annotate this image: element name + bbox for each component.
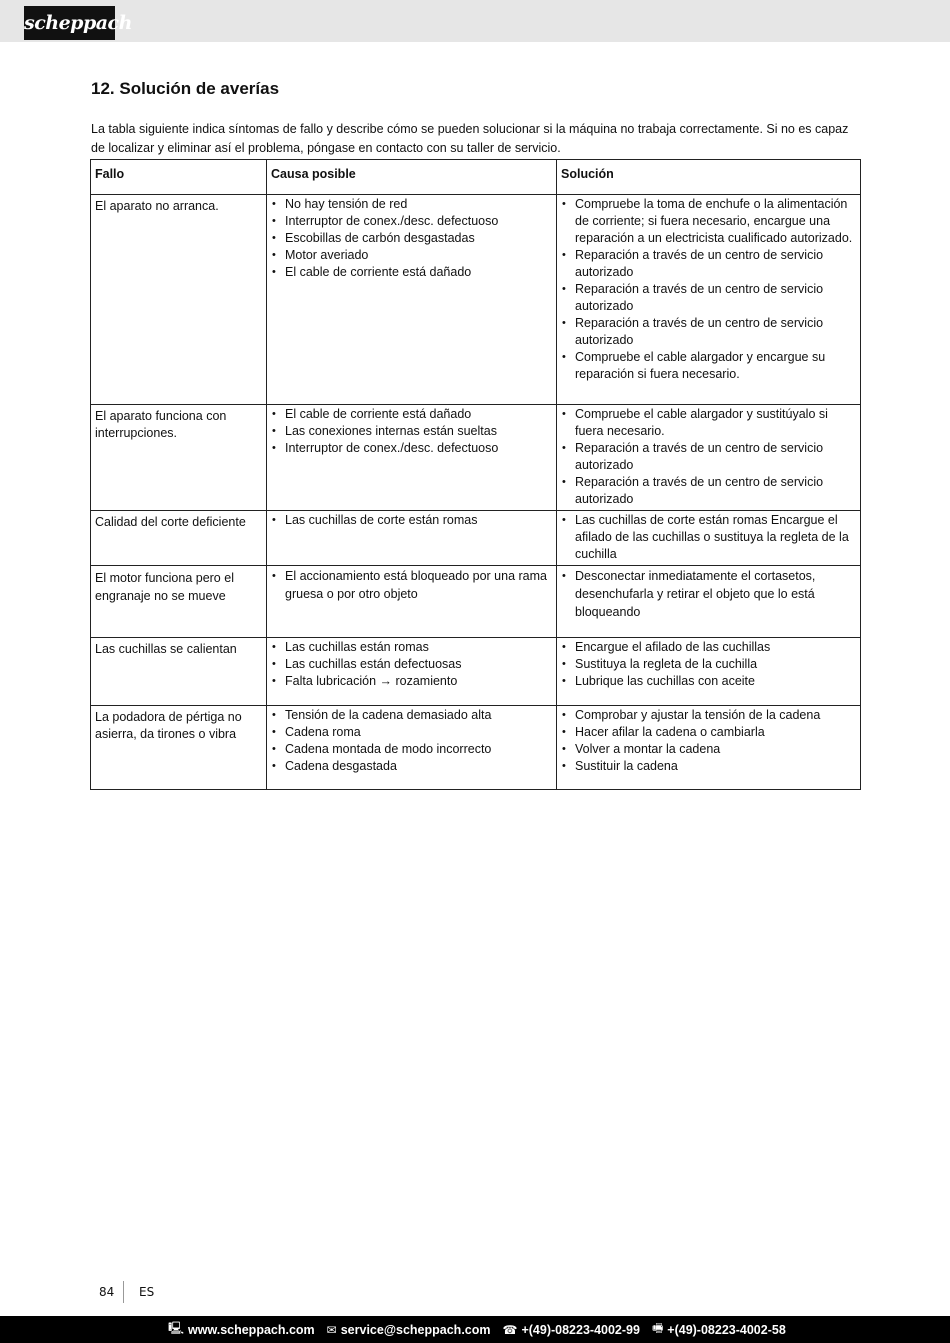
cause-item: • No hay tensión de red (271, 196, 552, 213)
cause-cell (267, 638, 557, 706)
cause-item: • Interruptor de conex./desc. defectuoso (271, 213, 552, 230)
solution-item: • Encargue el afilado de las cuchillas (561, 639, 856, 656)
solution-list (561, 639, 856, 690)
cause-list (271, 196, 552, 281)
page-language: ES (139, 1285, 155, 1299)
solution-list (561, 707, 856, 775)
table-row (91, 195, 861, 405)
solution-item: • Reparación a través de un centro de servicio autorizado (561, 440, 856, 474)
footer-phone[interactable] (503, 1323, 640, 1337)
table-row (91, 706, 861, 790)
solution-item: • Sustituya la regleta de la cuchilla (561, 656, 856, 673)
fault-cell (91, 511, 267, 566)
cause-list (271, 567, 552, 603)
footer-website-text: www.scheppach.com (188, 1322, 315, 1337)
page-divider (123, 1281, 124, 1303)
fault-text: La podadora de pértiga no asierra, da tirones o vibra (95, 710, 242, 741)
troubleshooting-table (90, 159, 861, 790)
solution-list (561, 196, 856, 383)
mail-icon: ✉ (326, 1322, 337, 1337)
cause-list (271, 639, 552, 690)
cause-item: • El cable de corriente está dañado (271, 406, 552, 423)
header-bar (0, 0, 950, 42)
fault-text: El aparato funciona con interrupciones. (95, 409, 227, 440)
solution-item: • Volver a montar la cadena (561, 741, 856, 758)
solution-item: • Reparación a través de un centro de servicio autorizado (561, 315, 856, 349)
solution-item: • Lubrique las cuchillas con aceite (561, 673, 856, 690)
solution-item: • Compruebe el cable alargador y encargue su reparación si fuera necesario. (561, 349, 856, 383)
cause-item: • Falta lubricación → rozamiento (271, 673, 552, 690)
solution-item: • Reparación a través de un centro de servicio autorizado (561, 474, 856, 508)
cause-item: • Interruptor de conex./desc. defectuoso (271, 440, 552, 457)
cause-cell (267, 511, 557, 566)
footer-phone-text: +(49)-08223-4002-99 (521, 1322, 640, 1337)
cause-item: • Las cuchillas de corte están romas (271, 512, 552, 529)
footer-contacts (168, 1316, 786, 1343)
cause-item: • Las conexiones internas están sueltas (271, 423, 552, 440)
cause-item: • Las cuchillas están defectuosas (271, 656, 552, 673)
table-row (91, 511, 861, 566)
scheppach-logo: scheppach (24, 6, 115, 40)
header-cause: Causa posible (267, 160, 557, 195)
footer-bar (0, 1316, 950, 1343)
fault-text: Las cuchillas se calientan (95, 642, 237, 656)
cause-item: • Cadena desgastada (271, 758, 552, 775)
solution-list (561, 406, 856, 508)
cause-item: • Escobillas de carbón desgastadas (271, 230, 552, 247)
solution-cell (557, 405, 861, 511)
table-row (91, 405, 861, 511)
table-header-row (91, 160, 861, 195)
phone-icon: ☎ (502, 1322, 518, 1337)
fault-cell (91, 638, 267, 706)
cause-item: • Cadena montada de modo incorrecto (271, 741, 552, 758)
page-number: 84 (99, 1285, 115, 1299)
fault-cell (91, 566, 267, 638)
header-solution: Solución (557, 160, 861, 195)
solution-item: • Reparación a través de un centro de servicio autorizado (561, 281, 856, 315)
solution-item: • Desconectar inmediatamente el cortasetos, desenchufarla y retirar el objeto que lo está bloqueando (561, 567, 856, 621)
fax-icon: 🖷 (651, 1321, 664, 1335)
cause-list (271, 406, 552, 457)
footer-website[interactable] (168, 1319, 315, 1340)
footer-email-text: service@scheppach.com (340, 1322, 491, 1337)
cause-cell (267, 405, 557, 511)
cause-item: • El cable de corriente está dañado (271, 264, 552, 281)
solution-cell (557, 566, 861, 638)
fault-text: Calidad del corte deficiente (95, 515, 246, 529)
solution-item: • Reparación a través de un centro de servicio autorizado (561, 247, 856, 281)
cause-list (271, 707, 552, 775)
solution-list (561, 512, 856, 563)
cause-list (271, 512, 552, 529)
fault-text: El aparato no arranca. (95, 199, 219, 213)
footer-email[interactable] (327, 1323, 491, 1337)
solution-item: • Hacer afilar la cadena o cambiarla (561, 724, 856, 741)
cause-item: • El accionamiento está bloqueado por una rama gruesa o por otro objeto (271, 567, 552, 603)
footer-fax (652, 1319, 786, 1340)
fault-cell (91, 706, 267, 790)
cause-cell (267, 195, 557, 405)
solution-item: • Comprobar y ajustar la tensión de la cadena (561, 707, 856, 724)
solution-cell (557, 706, 861, 790)
solution-cell (557, 511, 861, 566)
cause-cell (267, 566, 557, 638)
cause-item: • Cadena roma (271, 724, 552, 741)
table-row (91, 638, 861, 706)
table-row (91, 566, 861, 638)
solution-cell (557, 638, 861, 706)
fault-cell (91, 405, 267, 511)
solution-cell (557, 195, 861, 405)
fault-text: El motor funciona pero el engranaje no se mueve (95, 571, 234, 603)
fault-cell (91, 195, 267, 405)
solution-item: • Sustituir la cadena (561, 758, 856, 775)
footer-fax-text: +(49)-08223-4002-58 (667, 1322, 786, 1337)
solution-list (561, 567, 856, 621)
header-fault: Fallo (91, 160, 267, 195)
solution-item: • Las cuchillas de corte están romas Encargue el afilado de las cuchillas o sustituya la regleta de la cuchilla (561, 512, 856, 563)
cause-item: • Las cuchillas están romas (271, 639, 552, 656)
cause-cell (267, 706, 557, 790)
section-title: 12. Solución de averías (91, 79, 280, 98)
cause-item: • Tensión de la cadena demasiado alta (271, 707, 552, 724)
solution-item: • Compruebe la toma de enchufe o la alimentación de corriente; si fuera necesario, encargue una reparación a un electricista cualificado autorizado. (561, 196, 856, 247)
computer-icon: 🖳 (168, 1321, 185, 1335)
section-intro: La tabla siguiente indica síntomas de fallo y describe cómo se pueden solucionar si la máquina no trabaja correctamente. Si no es capaz de localizar y eliminar así el problema, póngase en contacto con su taller de servicio. (91, 122, 849, 155)
cause-item: • Motor averiado (271, 247, 552, 264)
solution-item: • Compruebe el cable alargador y sustitúyalo si fuera necesario. (561, 406, 856, 440)
